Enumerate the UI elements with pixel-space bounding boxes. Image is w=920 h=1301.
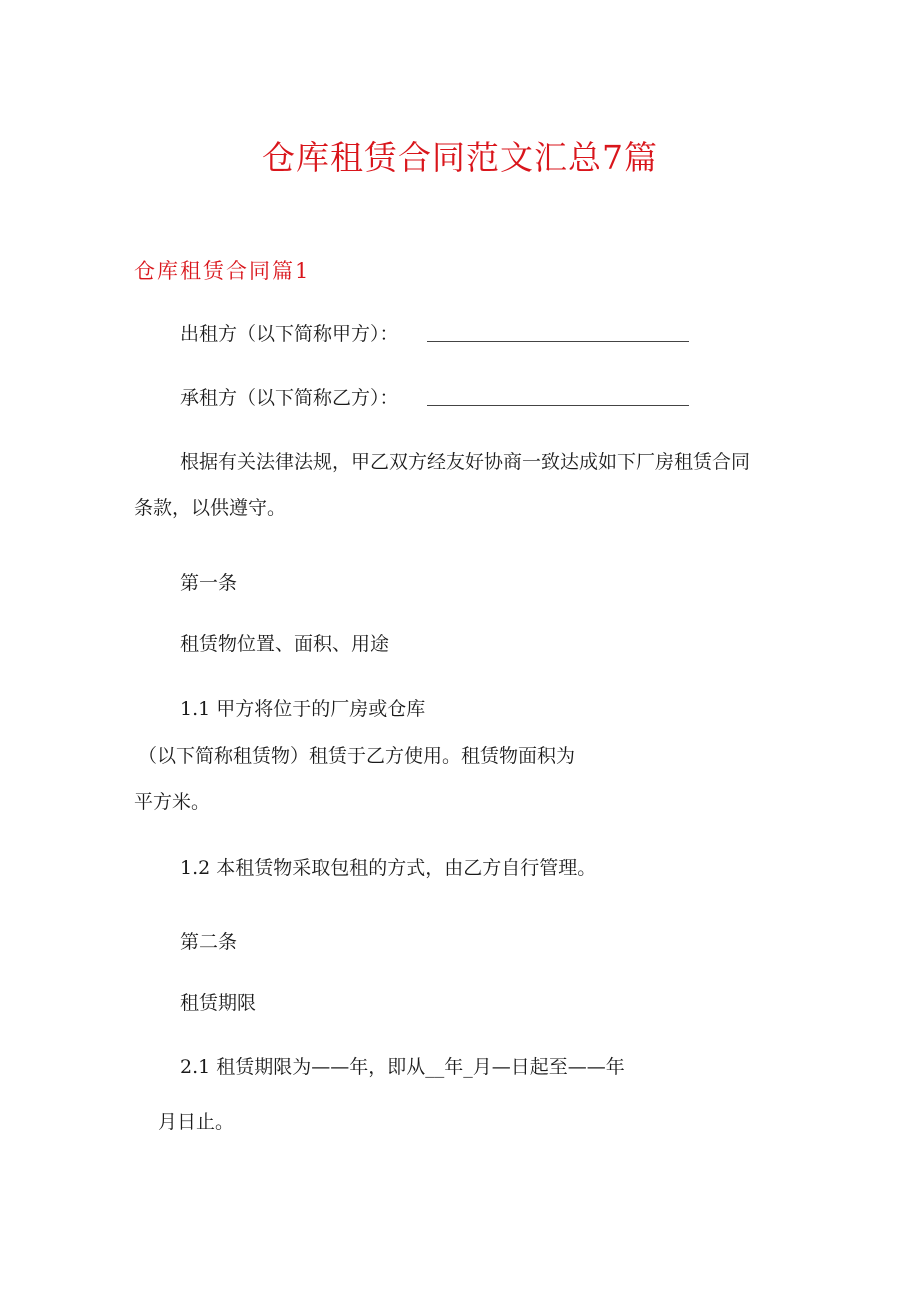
article1-heading: 第一条 — [180, 572, 238, 594]
intro-paragraph-line1: 根据有关法律法规，甲乙双方经友好协商一致达成如下厂房租赁合同 — [180, 451, 751, 473]
article2-subject: 租赁期限 — [180, 992, 257, 1014]
lessee-label: 承租方（以下简称乙方）： — [180, 387, 399, 409]
article2-heading: 第二条 — [180, 931, 238, 953]
lessor-label: 出租方（以下简称甲方）： — [180, 323, 399, 345]
clause-1-1-line3: 平方米。 — [134, 791, 211, 813]
clause-2-1-line2: 月日止。 — [158, 1111, 235, 1133]
clause-2-1-line1: 2.1 租赁期限为——年，即从__年_月—日起至——年 — [180, 1056, 625, 1078]
clause-1-1-line2: （以下简称租赁物）租赁于乙方使用。租赁物面积为 — [138, 745, 576, 767]
article1-subject: 租赁物位置、面积、用途 — [180, 633, 390, 655]
document-title: 仓库租赁合同范文汇总7篇 — [262, 138, 658, 177]
clause-1-1-line1: 1.1 甲方将位于的厂房或仓库 — [180, 698, 426, 720]
intro-paragraph-line2: 条款，以供遵守。 — [134, 497, 287, 519]
lessor-blank-line — [427, 341, 689, 342]
section-title: 仓库租赁合同篇1 — [134, 259, 311, 283]
lessee-blank-line — [427, 405, 689, 406]
clause-1-2: 1.2 本租赁物采取包租的方式，由乙方自行管理。 — [180, 857, 597, 879]
